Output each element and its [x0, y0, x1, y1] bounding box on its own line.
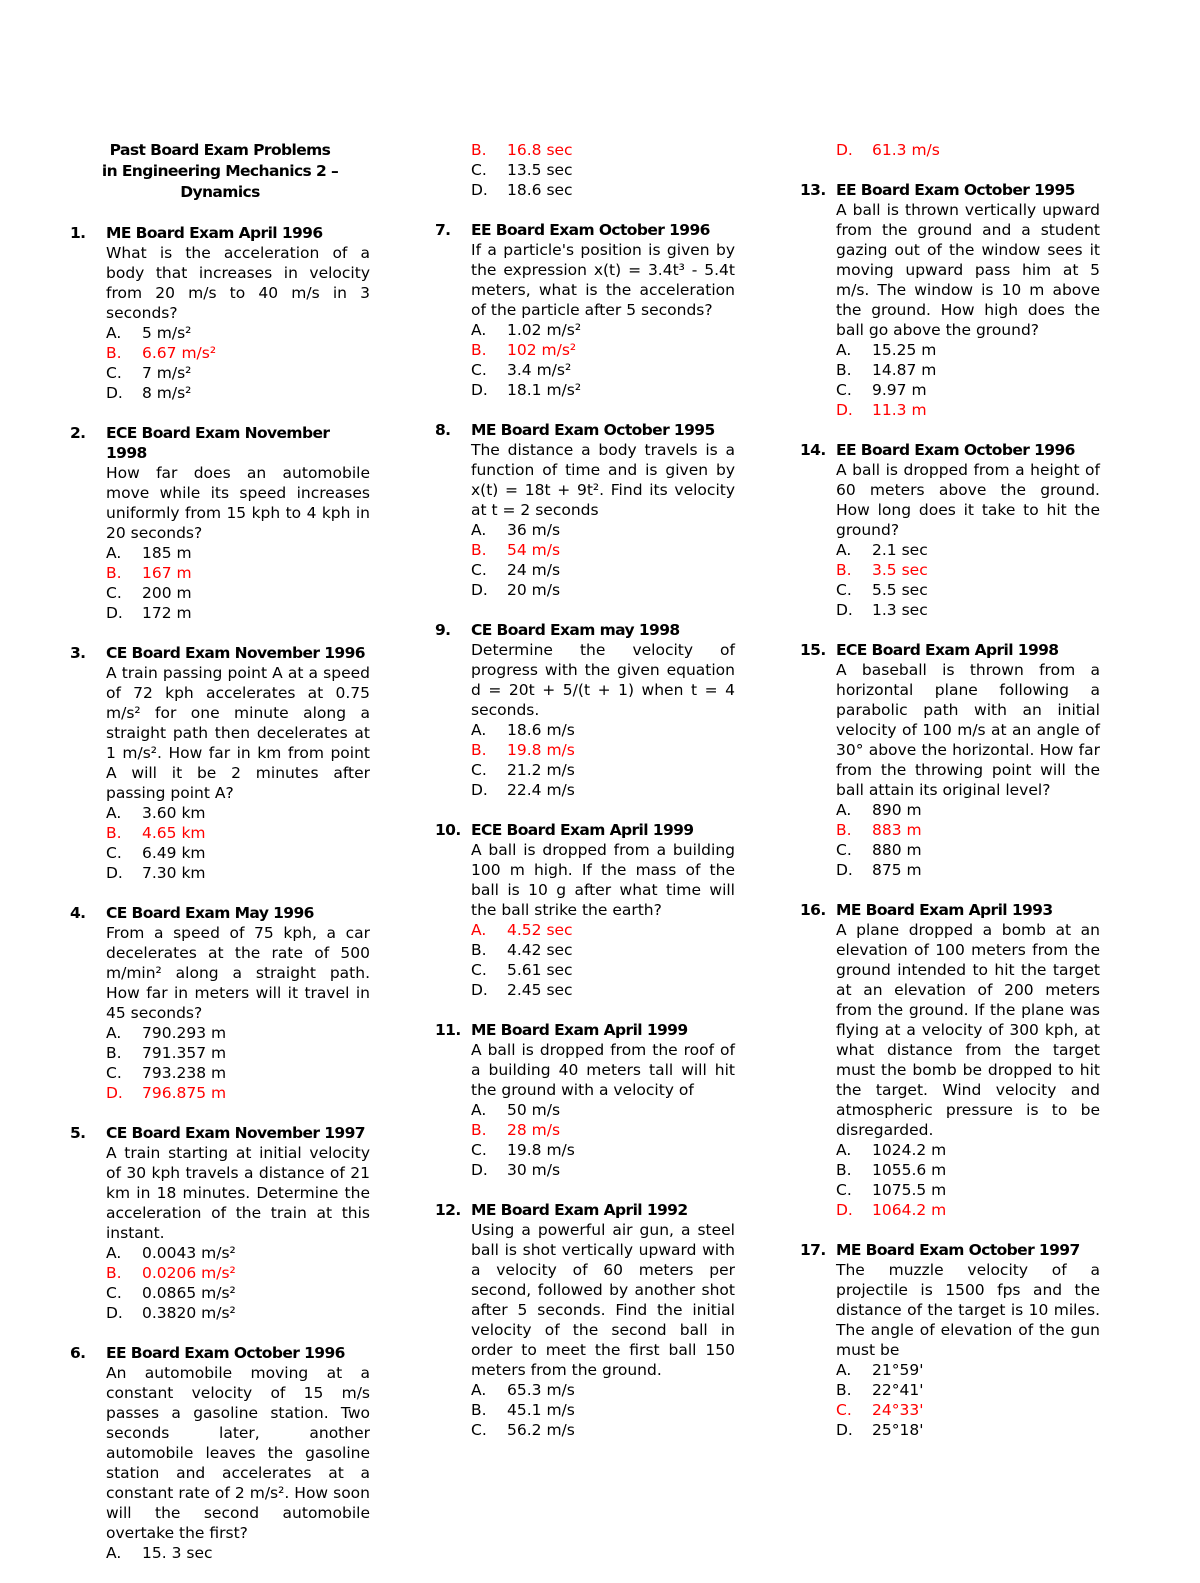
option-letter: D.: [836, 1201, 853, 1219]
option-text: 4.42 sec: [507, 941, 573, 959]
problem-number: 1.: [70, 224, 86, 242]
option-text: 30 m/s: [507, 1161, 561, 1179]
option-text: 793.238 m: [142, 1064, 227, 1082]
problem-number: 6.: [70, 1344, 86, 1362]
option-text: 22.4 m/s: [507, 781, 575, 799]
option-letter: A.: [106, 324, 122, 342]
option-text: 14.87 m: [872, 361, 937, 379]
option-b: [836, 560, 1100, 580]
option-text: 0.0043 m/s²: [142, 1244, 236, 1262]
option-text: 2.45 sec: [507, 981, 573, 999]
option-a: [106, 1023, 370, 1043]
option-text: 6.49 km: [142, 844, 206, 862]
option-text: 20 m/s: [507, 581, 561, 599]
problem-3: [70, 643, 370, 883]
option-text: 28 m/s: [507, 1121, 561, 1139]
option-text: 0.3820 m/s²: [142, 1304, 236, 1322]
option-c: [106, 843, 370, 863]
option-b: [836, 1160, 1100, 1180]
option-a: [106, 323, 370, 343]
option-c: [471, 960, 735, 980]
problem-exam: EE Board Exam October 1995: [836, 181, 1075, 199]
option-c: [106, 583, 370, 603]
problem-number: 9.: [435, 621, 451, 639]
option-d: [836, 600, 1100, 620]
option-b: [836, 1380, 1100, 1400]
option-a: [471, 320, 735, 340]
option-text: 15.25 m: [872, 341, 937, 359]
problem-exam: CE Board Exam November 1996: [106, 644, 365, 662]
option-letter: A.: [471, 321, 487, 339]
option-letter: A.: [836, 801, 852, 819]
option-letter: A.: [836, 541, 852, 559]
option-letter: D.: [106, 1084, 123, 1102]
option-d: [836, 140, 1100, 160]
problem-exam: ME Board Exam October 1995: [471, 421, 715, 439]
option-text: 796.875 m: [142, 1084, 227, 1102]
problem-5: [70, 1123, 370, 1323]
option-letter: C.: [471, 961, 487, 979]
option-d: [106, 1303, 370, 1323]
problem-12: [435, 1200, 735, 1440]
problem-exam: EE Board Exam October 1996: [106, 1344, 345, 1362]
option-text: 16.8 sec: [507, 141, 573, 159]
option-d: [836, 1200, 1100, 1220]
option-b: [106, 343, 370, 363]
option-letter: C.: [106, 844, 122, 862]
option-text: 21°59': [872, 1361, 924, 1379]
option-text: 167 m: [142, 564, 192, 582]
problem-number: 14.: [800, 441, 826, 459]
option-b: [836, 820, 1100, 840]
option-b: [471, 740, 735, 760]
problem-number: 3.: [70, 644, 86, 662]
option-text: 200 m: [142, 584, 192, 602]
option-letter: A.: [471, 921, 487, 939]
option-letter: C.: [471, 1421, 487, 1439]
option-text: 56.2 m/s: [507, 1421, 575, 1439]
option-letter: C.: [836, 1181, 852, 1199]
option-letter: C.: [471, 761, 487, 779]
problem-question: From a speed of 75 kph, a car decelerates at the rate of 500 m/min² along a straight path. How far in meters will it travel in 45 seconds?: [106, 924, 370, 1022]
problem-question: How far does an automobile move while its speed increases uniformly from 15 kph to 4 kph in 20 seconds?: [106, 464, 370, 542]
option-text: 3.60 km: [142, 804, 206, 822]
option-letter: B.: [106, 1044, 122, 1062]
option-text: 791.357 m: [142, 1044, 227, 1062]
option-letter: C.: [836, 581, 852, 599]
option-c: [836, 1400, 1100, 1420]
problem-exam: ME Board Exam April 1992: [471, 1201, 688, 1219]
option-letter: C.: [836, 841, 852, 859]
problem-question: A ball is dropped from a building 100 m high. If the mass of the ball is 10 g after what time will the ball strike the earth?: [471, 841, 735, 919]
option-text: 18.6 sec: [507, 181, 573, 199]
option-d: [471, 780, 735, 800]
problem-exam: EE Board Exam October 1996: [836, 441, 1075, 459]
option-c: [836, 580, 1100, 600]
option-letter: B.: [106, 824, 122, 842]
problem-7: [435, 220, 735, 400]
option-text: 3.4 m/s²: [507, 361, 572, 379]
problem-exam: CE Board Exam may 1998: [471, 621, 680, 639]
option-d: [471, 1160, 735, 1180]
option-text: 890 m: [872, 801, 922, 819]
option-letter: A.: [836, 341, 852, 359]
option-text: 7.30 km: [142, 864, 206, 882]
option-d: [106, 863, 370, 883]
option-text: 5.5 sec: [872, 581, 928, 599]
option-letter: D.: [836, 401, 853, 419]
option-letter: A.: [106, 544, 122, 562]
problem-question: If a particle's position is given by the expression x(t) = 3.4t³ - 5.4t meters, what is the acceleration of the particle after 5 seconds?: [471, 241, 735, 319]
option-letter: B.: [471, 1401, 487, 1419]
option-letter: D.: [471, 381, 488, 399]
option-text: 19.8 m/s: [507, 1141, 575, 1159]
problem-question: A ball is thrown vertically upward from the ground and a student gazing out of the window sees it moving upward pass him at 5 m/s. The window is 10 m above the ground. How high does the ball go above the ground?: [836, 201, 1100, 339]
option-letter: C.: [836, 1401, 852, 1419]
problem-exam: CE Board Exam May 1996: [106, 904, 314, 922]
option-text: 875 m: [872, 861, 922, 879]
option-letter: B.: [471, 141, 487, 159]
problem-number: 11.: [435, 1021, 461, 1039]
option-b: [106, 823, 370, 843]
problem-6-continued: [435, 140, 735, 200]
problem-exam: ME Board Exam April 1993: [836, 901, 1053, 919]
option-text: 50 m/s: [507, 1101, 561, 1119]
option-text: 21.2 m/s: [507, 761, 575, 779]
option-letter: D.: [471, 781, 488, 799]
problem-number: 7.: [435, 221, 451, 239]
title-line-1: Past Board Exam Problems: [109, 141, 331, 159]
option-a: [836, 540, 1100, 560]
problem-number: 2.: [70, 424, 86, 442]
problem-16: [800, 900, 1100, 1220]
option-text: 9.97 m: [872, 381, 927, 399]
option-a: [836, 340, 1100, 360]
option-a: [106, 1243, 370, 1263]
option-text: 1075.5 m: [872, 1181, 947, 1199]
problem-number: 17.: [800, 1241, 826, 1259]
option-letter: B.: [106, 344, 122, 362]
option-a: [471, 720, 735, 740]
option-a: [836, 1360, 1100, 1380]
option-text: 54 m/s: [507, 541, 561, 559]
problem-question: An automobile moving at a constant velocity of 15 m/s passes a gasoline station. Two seconds later, another automobile leaves the gasoline station and accelerates at a constant rate of 2 m/s². How soon will the second automobile overtake the first?: [106, 1364, 370, 1542]
option-a: [471, 1100, 735, 1120]
option-letter: D.: [471, 181, 488, 199]
option-letter: B.: [836, 561, 852, 579]
option-text: 22°41': [872, 1381, 924, 1399]
problem-8: [435, 420, 735, 600]
problem-11: [435, 1020, 735, 1180]
option-d: [106, 383, 370, 403]
option-d: [471, 380, 735, 400]
problem-exam: ME Board Exam April 1996: [106, 224, 323, 242]
problem-number: 10.: [435, 821, 461, 839]
option-text: 25°18': [872, 1421, 924, 1439]
problem-4: [70, 903, 370, 1103]
problem-number: 15.: [800, 641, 826, 659]
option-d: [471, 980, 735, 1000]
option-letter: A.: [106, 1544, 122, 1562]
option-text: 13.5 sec: [507, 161, 573, 179]
problem-number: 5.: [70, 1124, 86, 1142]
option-c: [106, 363, 370, 383]
option-letter: C.: [471, 1141, 487, 1159]
option-text: 1024.2 m: [872, 1141, 947, 1159]
document-title: [70, 140, 370, 203]
option-text: 172 m: [142, 604, 192, 622]
problem-question: A ball is dropped from the roof of a building 40 meters tall will hit the ground with a velocity of: [471, 1041, 735, 1099]
option-d: [836, 1420, 1100, 1440]
option-letter: B.: [836, 1161, 852, 1179]
option-a: [106, 543, 370, 563]
problem-question: A ball is dropped from a height of 60 meters above the ground. How long does it take to hit the ground?: [836, 461, 1100, 539]
option-d: [106, 1083, 370, 1103]
option-letter: C.: [106, 584, 122, 602]
column-1: [70, 140, 370, 1583]
option-text: 880 m: [872, 841, 922, 859]
column-3: [800, 140, 1100, 1460]
option-c: [106, 1063, 370, 1083]
problem-15: [800, 640, 1100, 880]
option-letter: A.: [471, 521, 487, 539]
option-text: 19.8 m/s: [507, 741, 575, 759]
problem-2: [70, 423, 370, 623]
option-letter: B.: [106, 1264, 122, 1282]
problem-question: A plane dropped a bomb at an elevation of 100 meters from the ground intended to hit the target at an elevation of 200 meters from the ground. If the plane was flying at a velocity of 300 kph, at what distance from the target must the bomb be dropped to hit the target. Wind velocity and atmospheric pressure is to be disregarded.: [836, 921, 1100, 1139]
option-b: [106, 1043, 370, 1063]
problem-exam: CE Board Exam November 1997: [106, 1124, 365, 1142]
option-text: 18.6 m/s: [507, 721, 575, 739]
option-letter: D.: [836, 601, 853, 619]
problem-12-continued: [800, 140, 1100, 160]
option-letter: B.: [471, 741, 487, 759]
option-text: 0.0865 m/s²: [142, 1284, 236, 1302]
problem-exam: ME Board Exam October 1997: [836, 1241, 1080, 1259]
option-text: 65.3 m/s: [507, 1381, 575, 1399]
option-text: 790.293 m: [142, 1024, 227, 1042]
option-text: 15. 3 sec: [142, 1544, 213, 1562]
option-text: 3.5 sec: [872, 561, 928, 579]
option-b: [106, 1263, 370, 1283]
option-letter: D.: [106, 604, 123, 622]
option-d: [106, 603, 370, 623]
option-a: [836, 1140, 1100, 1160]
option-letter: A.: [106, 804, 122, 822]
option-letter: B.: [836, 821, 852, 839]
option-c: [471, 360, 735, 380]
option-b: [471, 140, 735, 160]
option-letter: C.: [106, 1064, 122, 1082]
option-text: 2.1 sec: [872, 541, 928, 559]
problem-number: 16.: [800, 901, 826, 919]
option-letter: C.: [471, 361, 487, 379]
problem-6: [70, 1343, 370, 1563]
option-letter: A.: [836, 1141, 852, 1159]
option-text: 883 m: [872, 821, 922, 839]
option-text: 24°33': [872, 1401, 924, 1419]
option-letter: C.: [106, 1284, 122, 1302]
problem-13: [800, 180, 1100, 420]
problem-question: The muzzle velocity of a projectile is 1500 fps and the distance of the target is 10 miles. The angle of elevation of the gun must be: [836, 1261, 1100, 1359]
problem-exam: ME Board Exam April 1999: [471, 1021, 688, 1039]
option-letter: B.: [471, 341, 487, 359]
problem-17: [800, 1240, 1100, 1440]
option-letter: D.: [836, 1421, 853, 1439]
option-c: [836, 1180, 1100, 1200]
option-b: [836, 360, 1100, 380]
option-letter: B.: [471, 541, 487, 559]
option-a: [471, 920, 735, 940]
problem-number: 12.: [435, 1201, 461, 1219]
option-text: 24 m/s: [507, 561, 561, 579]
option-letter: D.: [106, 1304, 123, 1322]
option-letter: C.: [836, 381, 852, 399]
option-text: 5 m/s²: [142, 324, 192, 342]
option-letter: C.: [471, 561, 487, 579]
option-b: [471, 540, 735, 560]
problem-question: The distance a body travels is a function of time and is given by x(t) = 18t + 9t². Find its velocity at t = 2 seconds: [471, 441, 735, 519]
option-letter: D.: [471, 1161, 488, 1179]
option-letter: B.: [836, 361, 852, 379]
option-d: [836, 860, 1100, 880]
option-text: 4.65 km: [142, 824, 206, 842]
problem-question: A train starting at initial velocity of 30 kph travels a distance of 21 km in 18 minutes. Determine the acceleration of the train at this instant.: [106, 1144, 370, 1242]
option-letter: A.: [471, 1101, 487, 1119]
option-b: [471, 340, 735, 360]
option-letter: B.: [836, 1381, 852, 1399]
option-text: 11.3 m: [872, 401, 927, 419]
option-d: [471, 180, 735, 200]
option-text: 18.1 m/s²: [507, 381, 582, 399]
option-c: [836, 840, 1100, 860]
option-letter: D.: [836, 141, 853, 159]
option-letter: D.: [471, 581, 488, 599]
option-letter: A.: [106, 1024, 122, 1042]
problem-exam: ECE Board Exam November 1998: [106, 424, 330, 462]
option-a: [106, 803, 370, 823]
title-line-2: in Engineering Mechanics 2 – Dynamics: [101, 162, 339, 201]
option-letter: D.: [106, 384, 123, 402]
problem-10: [435, 820, 735, 1000]
option-letter: D.: [836, 861, 853, 879]
option-c: [471, 1140, 735, 1160]
option-d: [471, 580, 735, 600]
option-letter: D.: [106, 864, 123, 882]
option-a: [836, 800, 1100, 820]
option-text: 5.61 sec: [507, 961, 573, 979]
option-c: [471, 760, 735, 780]
option-text: 1.02 m/s²: [507, 321, 582, 339]
problem-question: Determine the velocity of progress with the given equation d = 20t + 5/(t + 1) when t = 4 seconds.: [471, 641, 735, 719]
option-letter: A.: [836, 1361, 852, 1379]
problem-exam: ECE Board Exam April 1999: [471, 821, 694, 839]
option-letter: A.: [106, 1244, 122, 1262]
option-letter: C.: [471, 161, 487, 179]
problem-exam: ECE Board Exam April 1998: [836, 641, 1059, 659]
option-letter: C.: [106, 364, 122, 382]
problem-1: [70, 223, 370, 403]
option-text: 45.1 m/s: [507, 1401, 575, 1419]
option-text: 7 m/s²: [142, 364, 192, 382]
problem-question: A train passing point A at a speed of 72 kph accelerates at 0.75 m/s² for one minute along a straight path then decelerates at 1 m/s². How far in km from point A will it be 2 minutes after passing point A?: [106, 664, 370, 802]
problem-number: 4.: [70, 904, 86, 922]
option-c: [836, 380, 1100, 400]
option-text: 185 m: [142, 544, 192, 562]
option-text: 0.0206 m/s²: [142, 1264, 236, 1282]
option-b: [471, 1120, 735, 1140]
problem-question: What is the acceleration of a body that increases in velocity from 20 m/s to 40 m/s in 3 seconds?: [106, 244, 370, 322]
problem-14: [800, 440, 1100, 620]
option-letter: B.: [106, 564, 122, 582]
option-b: [471, 1400, 735, 1420]
problem-number: 8.: [435, 421, 451, 439]
problem-question: A baseball is thrown from a horizontal plane following a parabolic path with an initial velocity of 100 m/s at an angle of 30° above the horizontal. How far from the throwing point will the ball attain its original level?: [836, 661, 1100, 799]
option-text: 8 m/s²: [142, 384, 192, 402]
option-a: [471, 1380, 735, 1400]
option-c: [471, 1420, 735, 1440]
option-letter: B.: [471, 941, 487, 959]
option-letter: A.: [471, 1381, 487, 1399]
problem-number: 13.: [800, 181, 826, 199]
option-letter: A.: [471, 721, 487, 739]
option-text: 36 m/s: [507, 521, 561, 539]
option-c: [471, 160, 735, 180]
option-b: [471, 940, 735, 960]
problem-question: Using a powerful air gun, a steel ball is shot vertically upward with a velocity of 60 meters per second, followed by another shot after 5 seconds. Find the initial velocity of the second ball in order to meet the first ball 150 meters from the ground.: [471, 1221, 735, 1379]
option-text: 1.3 sec: [872, 601, 928, 619]
option-a: [106, 1543, 370, 1563]
option-text: 6.67 m/s²: [142, 344, 217, 362]
option-text: 1055.6 m: [872, 1161, 947, 1179]
option-letter: B.: [471, 1121, 487, 1139]
option-letter: D.: [471, 981, 488, 999]
option-d: [836, 400, 1100, 420]
option-c: [106, 1283, 370, 1303]
column-2: [435, 140, 735, 1460]
option-b: [106, 563, 370, 583]
option-a: [471, 520, 735, 540]
problem-exam: EE Board Exam October 1996: [471, 221, 710, 239]
option-c: [471, 560, 735, 580]
option-text: 61.3 m/s: [872, 141, 940, 159]
problem-9: [435, 620, 735, 800]
option-text: 102 m/s²: [507, 341, 577, 359]
option-text: 1064.2 m: [872, 1201, 947, 1219]
option-text: 4.52 sec: [507, 921, 573, 939]
